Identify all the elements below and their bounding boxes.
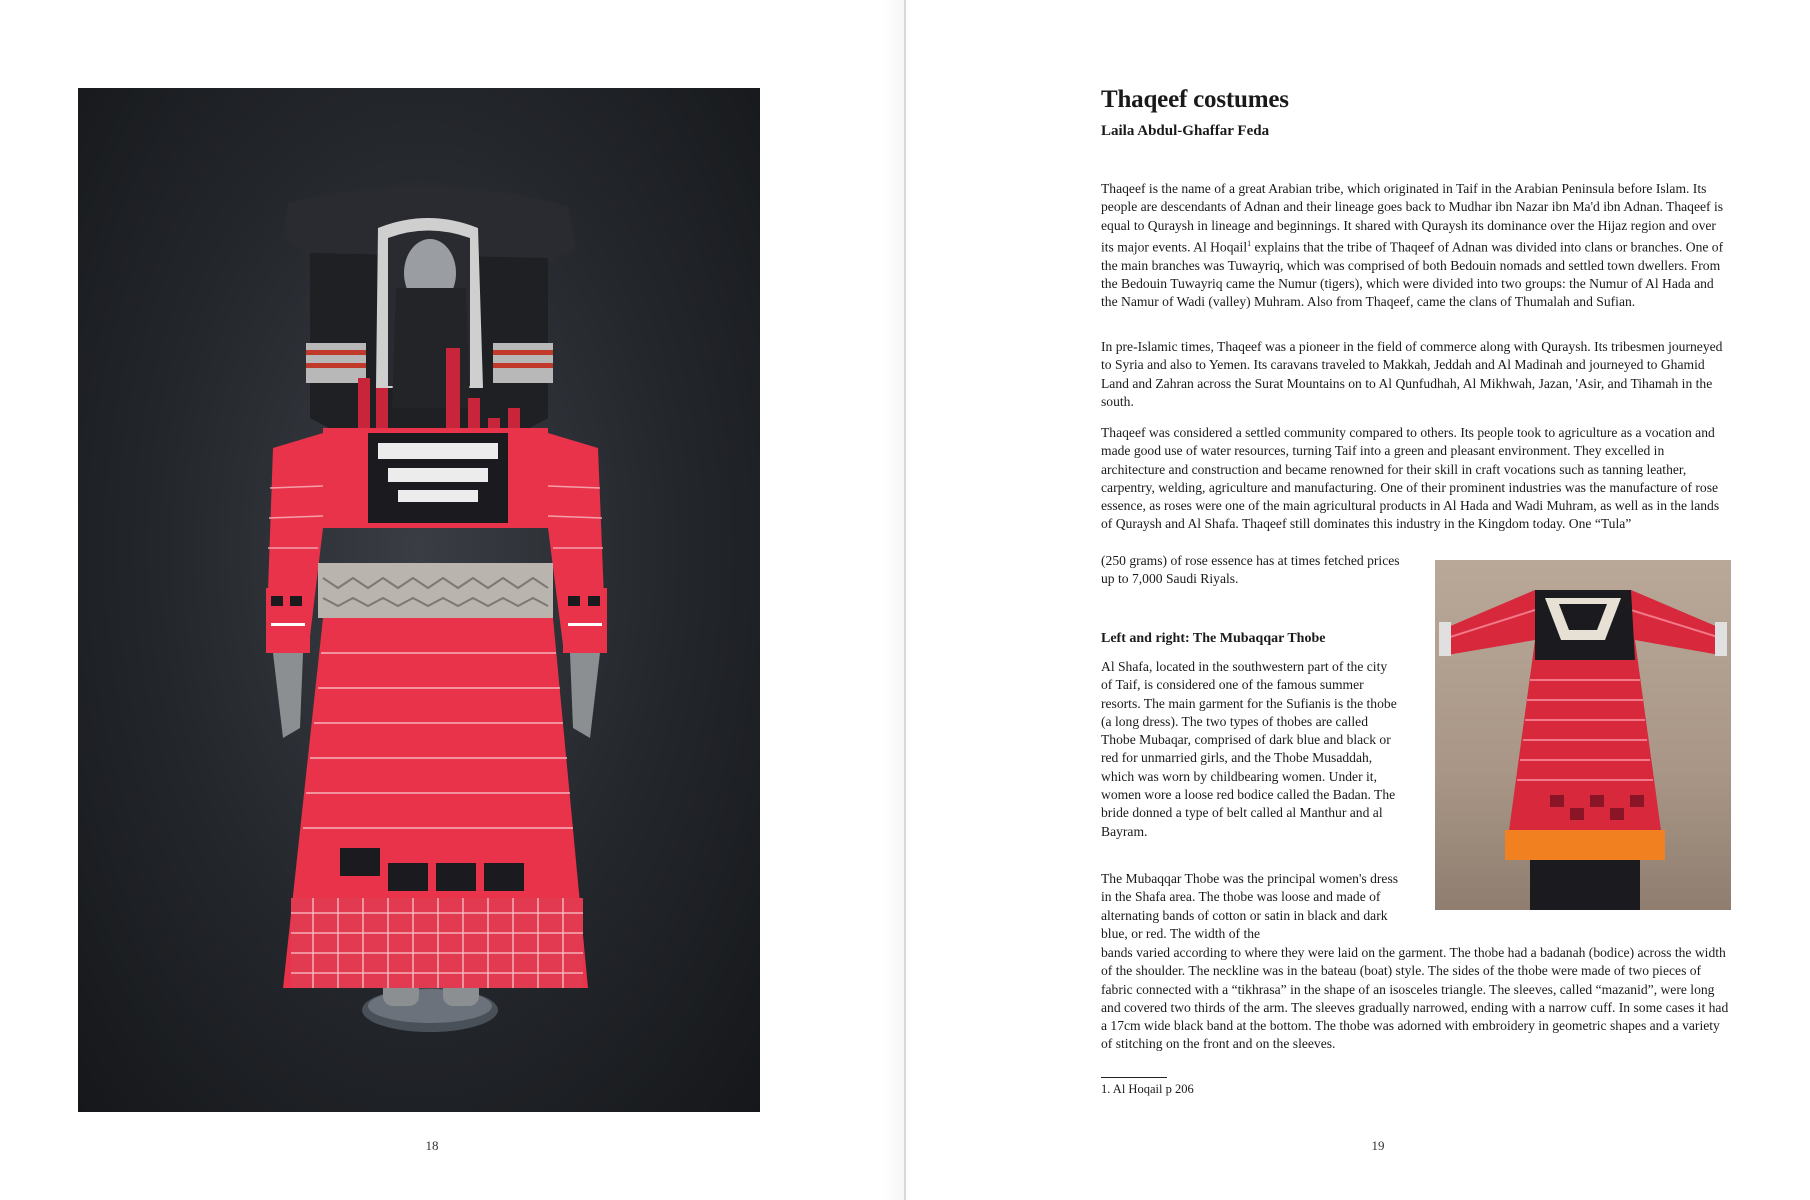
article-title: Thaqeef costumes — [1101, 86, 1289, 113]
paragraph-2: In pre-Islamic times, Thaqeef was a pioneer in the field of commerce along with Quraysh. Its tribesmen journeyed to Syria and also to Yemen. Its caravans traveled to Makkah, Jeddah and Al Madinah and journeyed to Ghamid Land and Zahran across the Surat Mountains on to Al Qunfudhah, Al Mikhwah, Jazan, 'Asir, and Tihamah in the south. — [1101, 339, 1723, 409]
gutter-shadow — [880, 0, 904, 1200]
paragraph-5-narrow: The Mubaqqar Thobe was the principal women's dress in the Shafa area. The thobe was loose and made of alternating bands of cotton or satin in black and dark blue, or red. The width of the — [1101, 871, 1399, 941]
thobe-illustration — [1435, 560, 1731, 910]
paragraph-4: Al Shafa, located in the southwestern part of the city of Taif, is considered one of the famous summer resorts. The main garment for the Sufianis is the thobe (a long dress). The two types of thobes are called Thobe Mubaqar, comprised of dark blue and black or red for unmarried girls, and the Thobe Musaddah, which was worn by childbearing women. Under it, women wore a loose red bodice called the Badan. The bride donned a type of belt called al Manthur and al Bayram. — [1101, 659, 1397, 839]
paragraph-5-wide: bands varied according to where they were laid on the garment. The thobe had a badanah (bodice) across the width of the shoulder. The neckline was in the bateau (boat) style. The sides of the thobe were made of two pieces of fabric connected with a “tikhrasa” in the shape of an isosceles triangle. The sleeves, called “mazanid”, were long and covered two thirds of the arm. The sleeves gradually narrowed, ending with a narrow cuff. In some cases it had a 17cm wide black band at the bottom. The thobe was adorned with embroidery in geometric shapes and a variety of stitching on the front and on the sleeves. — [1101, 945, 1729, 1052]
page-gutter — [904, 0, 906, 1200]
paragraph-1-text: Thaqeef is the name of a great Arabian tribe, which originated in Taif in the Arabian Peninsula before Islam. Its people are descendants of Adnan and their lineage goes back to Mudhar ibn Nazar ibn Ma'd ibn Adnan. Thaqeef is equal to Quraysh in lineage and beginnings. It shared with Quraysh its dominance over the Hijaz region and over its major events. Al Hoqail — [1101, 181, 1724, 255]
article-column — [1101, 80, 1731, 142]
thobe-photo — [1435, 560, 1731, 910]
footnote: 1. Al Hoqail p 206 — [1101, 1082, 1194, 1096]
footnote-rule — [1101, 1077, 1167, 1078]
footnote-ref: 1 — [1247, 238, 1252, 248]
article-author: Laila Abdul-Ghaffar Feda — [1101, 123, 1270, 139]
caption-subheading: Left and right: The Mubaqqar Thobe — [1101, 631, 1326, 646]
page-number-right: 19 — [1371, 1138, 1385, 1153]
costume-photo — [78, 88, 760, 1112]
page-number-left: 18 — [425, 1138, 439, 1153]
paragraph-3: Thaqeef was considered a settled community compared to others. Its people took to agriculture as a vocation and made good use of water resources, turning Taif into a green and pleasant environment. They excelled in architecture and construction and became renowned for their skill in craft vocations such as tanning leather, carpentry, welding, agriculture and manufacturing. One of their prominent industries was the manufacture of rose essence, as roses were one of the main agricultural products in Al Hada and Wadi Muhram, as well as in the lands of Quraysh and Al Shafa. Thaqeef still dominates this industry in the Kingdom today. One “Tula” — [1101, 425, 1720, 532]
paragraph-1 — [1101, 180, 1731, 312]
mannequin-costume-illustration — [78, 88, 760, 1112]
paragraph-1-continued: explains that the tribe of Thaqeef of Adnan was divided into clans or branches. One of the main branches was Tuwayriq, which was comprised of both Bedouin nomads and settled town dwellers. From the Bedouin Tuwayriq came the Numur (tigers), which were divided into two groups: the Numur of Al Hada and the Namur of Wadi (valley) Muhram. Also from Thaqeef, came the clans of Thumalah and Sufian. — [1101, 239, 1724, 310]
paragraph-3-tail: (250 grams) of rose essence has at times fetched prices up to 7,000 Saudi Riyals. — [1101, 553, 1400, 587]
